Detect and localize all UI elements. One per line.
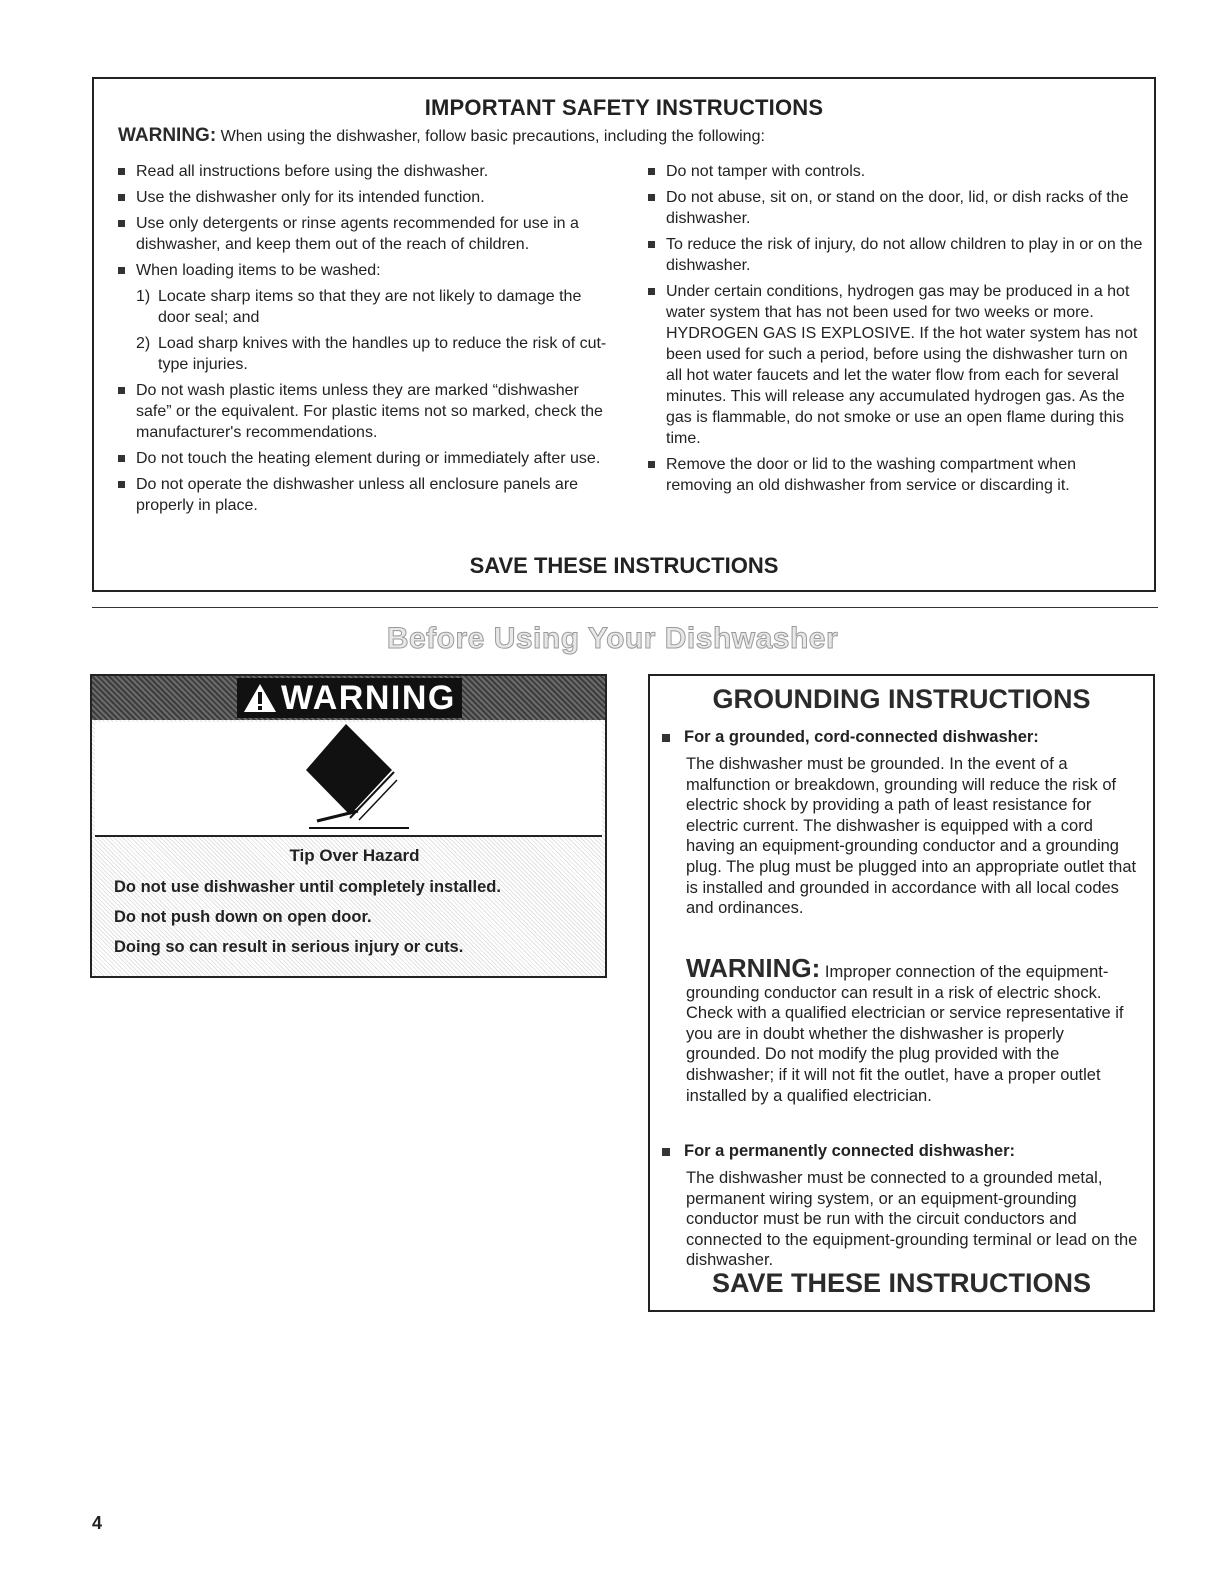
grounding-subheading: For a grounded, cord-connected dishwasher:	[660, 728, 1039, 747]
warning-text: When using the dishwasher, follow basic precautions, including the following:	[220, 128, 765, 145]
warning-text: Improper connection of the equipment-grounding conductor can result in a risk of electric shock. Check with a qualified electrician or service representative if you are in doubt whether the dishwasher is properly grounded. Do not modify the plug provided with the dishwasher; if it will not fit the outlet, have a proper outlet installed by a qualified electrician.	[686, 963, 1124, 1105]
safety-warning-line	[118, 125, 765, 147]
save-instructions-text: SAVE THESE INSTRUCTIONS	[711, 1268, 1092, 1298]
sub-list-item: 2) Load sharp knives with the handles up to reduce the risk of cut-type injuries.	[136, 335, 607, 373]
save-instructions-text: SAVE THESE INSTRUCTIONS	[469, 553, 779, 578]
bullet-icon	[648, 194, 655, 201]
grounding-instructions-box	[648, 674, 1155, 1312]
bullet-icon	[118, 220, 125, 227]
list-item: Remove the door or lid to the washing compartment when removing an old dishwasher from service or discarding it.	[646, 454, 1146, 496]
section-divider	[92, 607, 1158, 608]
list-item: Use only detergents or rinse agents recommended for use in a dishwasher, and keep them out of the reach of children.	[116, 213, 616, 255]
list-item: Under certain conditions, hydrogen gas may be produced in a hot water system that has not been used for two weeks or more. HYDROGEN GAS IS EXPLOSIVE. If the hot water system has not been used for such a period, before using the dishwasher turn on all hot water faucets and let the water flow from each for several minutes. This will release any accumulated hydrogen gas. As the gas is flammable, do not smoke or use an open flame during this time.	[646, 281, 1146, 449]
sub-list-item: 1) Locate sharp items so that they are not likely to damage the door seal; and	[136, 288, 582, 326]
bullet-icon	[662, 1148, 670, 1156]
list-item: Do not tamper with controls.	[646, 161, 1146, 182]
list-item: Use the dishwasher only for its intended function.	[116, 187, 616, 208]
grounding-paragraph: The dishwasher must be grounded. In the event of a malfunction or breakdown, grounding will reduce the risk of electric shock by providing a path of least resistance for electric current. The dishwasher is equipped with a cord having an equipment-grounding conductor and a grounding plug. The plug must be plugged into an appropriate outlet that is installed and grounded in accordance with all local codes and ordinances.	[686, 755, 1137, 918]
list-item: Read all instructions before using the dishwasher.	[116, 161, 616, 182]
bullet-icon	[662, 734, 670, 742]
list-item: Do not abuse, sit on, or stand on the door, lid, or dish racks of the dishwasher.	[646, 187, 1146, 229]
hazard-title: Tip Over Hazard	[289, 846, 420, 865]
section-heading: Before Using Your Dishwasher	[386, 622, 839, 655]
bullet-icon	[648, 241, 655, 248]
warning-header-text: WARNING	[281, 679, 456, 717]
list-item: When loading items to be washed:	[116, 260, 616, 281]
warning-banner	[237, 678, 462, 718]
tip-over-hazard-icon	[95, 722, 606, 835]
list-item: Do not touch the heating element during or immediately after use.	[116, 448, 616, 469]
bullet-icon	[118, 194, 125, 201]
safety-right-column	[646, 161, 1146, 501]
bullet-icon	[118, 481, 125, 488]
tip-over-illustration	[95, 722, 602, 837]
warning-body	[114, 846, 595, 968]
bullet-icon	[648, 461, 655, 468]
warning-line: Do not push down on open door.	[114, 908, 372, 926]
bullet-icon	[118, 387, 125, 394]
list-item: Do not operate the dishwasher unless all enclosure panels are properly in place.	[116, 474, 616, 516]
grounding-warning	[686, 953, 1141, 1106]
warning-line: Doing so can result in serious injury or cuts.	[114, 938, 464, 956]
grounding-subheading: For a permanently connected dishwasher:	[660, 1142, 1015, 1161]
bullet-icon	[648, 168, 655, 175]
page-number: 4	[92, 1513, 103, 1533]
bullet-icon	[118, 267, 125, 274]
warning-label: WARNING:	[118, 125, 217, 146]
grounding-title: GROUNDING INSTRUCTIONS	[712, 684, 1091, 714]
list-item: Do not wash plastic items unless they are marked “dishwasher safe” or the equivalent. For plastic items not so marked, check the manufacturer's recommendations.	[116, 380, 616, 443]
safety-left-column	[116, 161, 616, 521]
bullet-icon	[118, 168, 125, 175]
safety-title: IMPORTANT SAFETY INSTRUCTIONS	[424, 95, 824, 120]
warning-header	[92, 676, 605, 720]
safety-instructions-box	[92, 77, 1156, 592]
warning-label: WARNING:	[686, 953, 821, 983]
grounding-paragraph: The dishwasher must be connected to a grounded metal, permanent wiring system, or an equipment-grounding conductor must be run with the circuit conductors and connected to the equipment-grounding terminal or lead on the dishwasher.	[686, 1169, 1138, 1270]
tip-over-warning-box	[90, 674, 607, 978]
bullet-icon	[118, 455, 125, 462]
warning-line: Do not use dishwasher until completely installed.	[114, 878, 501, 896]
list-item: To reduce the risk of injury, do not allow children to play in or on the dishwasher.	[646, 234, 1146, 276]
warning-triangle-icon	[243, 683, 277, 713]
bullet-icon	[648, 288, 655, 295]
